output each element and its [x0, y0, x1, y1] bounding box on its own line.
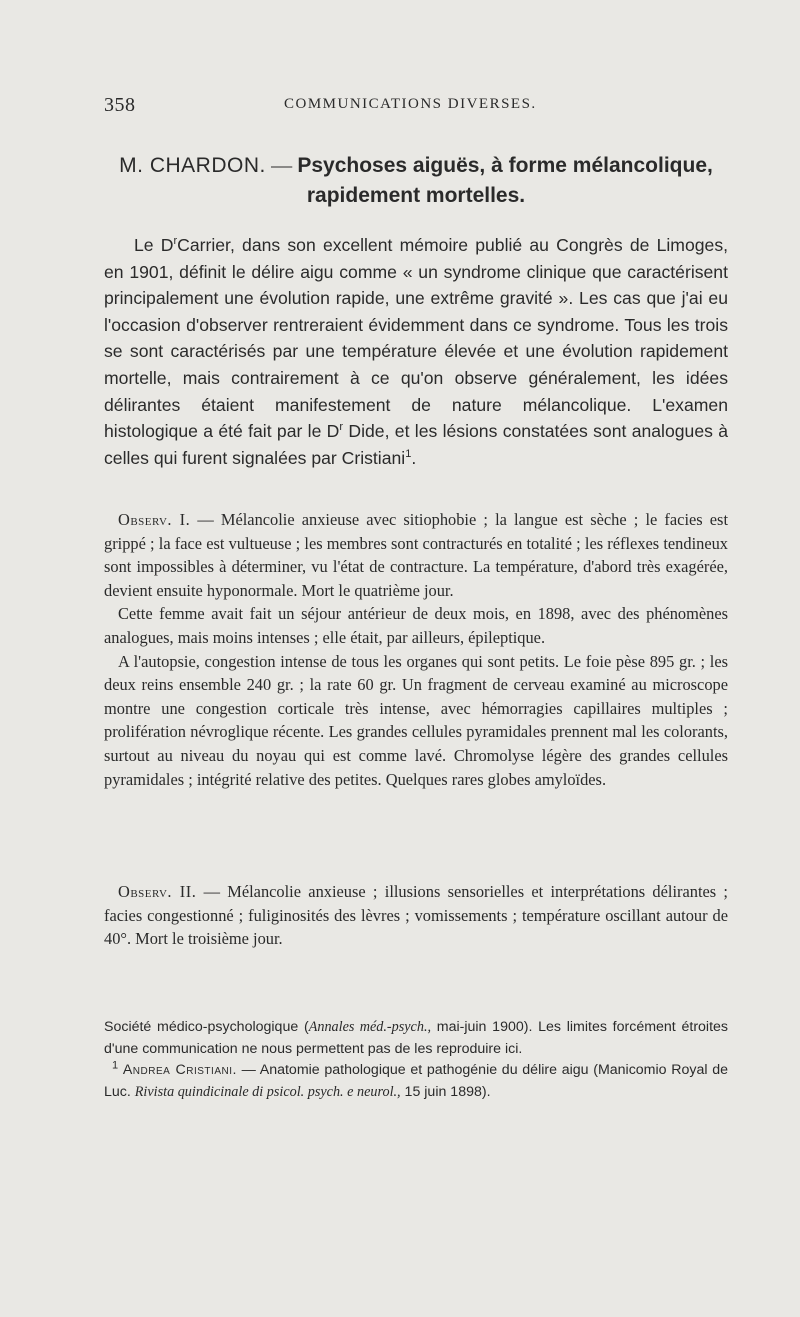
footnote-text: — Anatomie pathologique et pathogénie du délire aigu (Manicomio Royal de Luc.	[104, 1062, 729, 1100]
page-number: 358	[104, 94, 136, 116]
title-line-1: Psychoses aiguës, à forme mélancolique,	[297, 154, 713, 177]
observation-2	[104, 880, 728, 951]
article-title	[104, 150, 728, 211]
intro-text-1: Le D	[134, 235, 174, 255]
footnote-journal: Rivista quindicinale di psicol. psych. e neurol.,	[134, 1083, 401, 1100]
obs1-text-1: — Mélancolie anxieuse avec sitiophobie ; la langue est sèche ; le facies est grippé ; la face est vultueuse ; les membres sont contracturés en totalité ; les réflexes tendineux sont impossibles à déterminer, vu l'état de contracture. La température, d'abord très exagérée, devient ensuite hyponormale. Mort le quatrième jour.	[104, 510, 728, 600]
intro-text-3: Dide, et les lésions constatées sont analogues à celles qui furent signalées par Cristiani	[104, 421, 729, 468]
footnote-date: 15 juin 1898).	[400, 1083, 491, 1100]
footnote-source	[104, 1017, 728, 1060]
author-name: M. CHARDON.	[119, 154, 266, 177]
obs2-label: Observ. II.	[118, 882, 197, 901]
title-line-2: rapidement mortelles.	[306, 184, 526, 207]
footnote-source-text-2: mai-juin 1900). Les limites forcément étroites d'une communication ne nous permettent pas de les reproduire ici.	[104, 1019, 729, 1057]
footnote-source-text: Société médico-psychologique (	[104, 1019, 309, 1035]
footnotes	[104, 1017, 728, 1103]
title-dash: —	[265, 153, 298, 177]
running-title: COMMUNICATIONS DIVERSES.	[284, 96, 537, 112]
observation-1	[104, 508, 728, 791]
intro-paragraph	[104, 232, 728, 471]
obs1-paragraph-1	[104, 508, 728, 602]
intro-section	[104, 232, 728, 471]
obs1-label: Observ. I.	[118, 510, 191, 529]
intro-text-2: Carrier, dans son excellent mémoire publié au Congrès de Limoges, en 1901, définit le délire aigu comme « un syndrome clinique que caractérisent principalement une évolution rapide, une extrême gravité ». Les cas que j'ai eu l'occasion d'observer rentreraient évidemment dans ce syndrome. Tous les trois se sont caractérisés par une température élevée et une évolution rapidement mortelle, mais contrairement à ce qu'on observe généralement, les idées délirantes étaient manifestement de nature mélancolique. L'examen histologique a été fait par le D	[104, 235, 729, 442]
footnote-mark: 1	[112, 1059, 119, 1072]
obs2-text-1: — Mélancolie anxieuse ; illusions sensorielles et interprétations délirantes ; facies congestionné ; fuliginosités des lèvres ; vomissements ; température oscillant autour de 40°. Mort le troisième jour.	[104, 882, 728, 949]
obs2-paragraph-1	[104, 880, 728, 951]
footnote-ref: 1	[405, 447, 412, 460]
intro-sup-2: r	[339, 421, 344, 434]
intro-text-4: .	[411, 447, 417, 468]
intro-sup-1: r	[173, 235, 178, 248]
footnote-author: Andrea Cristiani.	[122, 1062, 237, 1078]
obs1-paragraph-2: Cette femme avait fait un séjour antérieur de deux mois, en 1898, avec des phénomènes analogues, mais moins intenses ; elle était, par ailleurs, épileptique.	[104, 604, 728, 647]
footnote-1	[104, 1060, 728, 1103]
obs1-paragraph-3: A l'autopsie, congestion intense de tous les organes qui sont petits. Le foie pèse 895 gr. ; les deux reins ensemble 240 gr. ; la rate 60 gr. Un fragment de cerveau examiné au microscope montre une congestion corticale très intense, avec hémorragies capillaires multiples ; prolifération névroglique récente. Les grandes cellules pyramidales prennent mal les colorants, surtout au niveau du noyau qui est comme lavé. Chromolyse légère des grandes cellules pyramidales ; intégrité relative des petites. Quelques rares globes amyloïdes.	[104, 651, 728, 789]
footnote-source-journal: Annales méd.-psych.,	[308, 1019, 432, 1035]
